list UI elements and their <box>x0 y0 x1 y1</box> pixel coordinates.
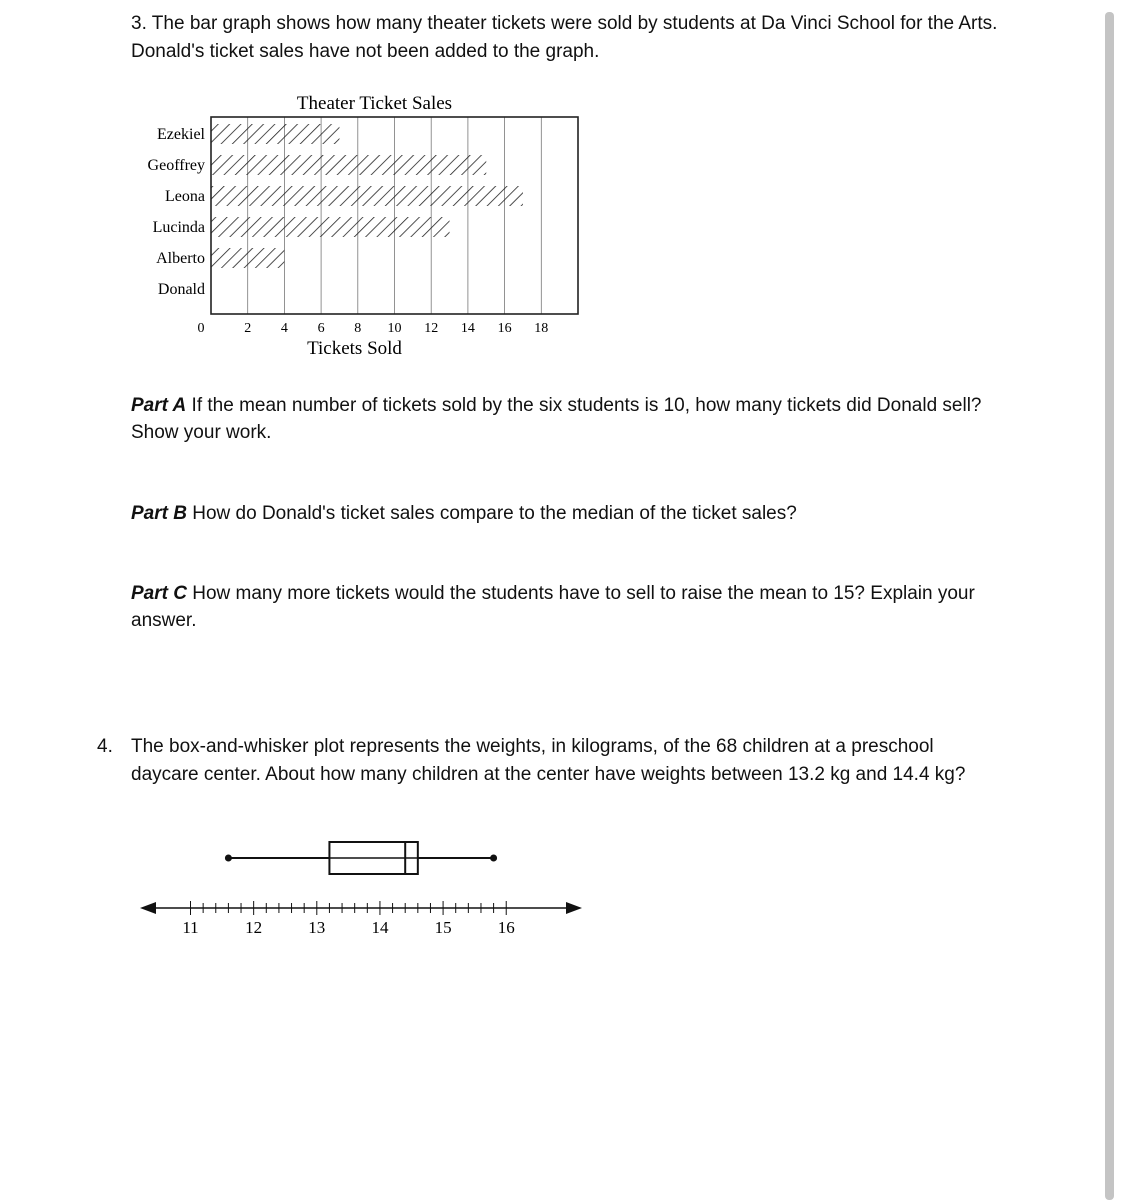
bar-ezekiel <box>211 124 339 144</box>
category-label-donald: Donald <box>157 281 205 298</box>
box-axis-label: 16 <box>497 918 515 937</box>
question-3-text <box>131 10 1011 66</box>
x-tick-label: 8 <box>354 321 362 336</box>
box-axis-label: 15 <box>434 918 452 937</box>
box-axis-label: 14 <box>371 918 389 937</box>
question-4-number: 4. <box>97 736 113 757</box>
question-4-text: The box-and-whisker plot represents the weights, in kilograms, of the 68 children at a preschool daycare center. About how many children at the center have weights between 13.2 kg and 14.4 kg? <box>131 736 966 785</box>
part-c-label: Part C <box>131 583 187 604</box>
box-axis-label: 12 <box>245 918 263 937</box>
part-a-label: Part A <box>131 395 187 416</box>
category-label-leona: Leona <box>165 188 205 205</box>
x-tick-label: 18 <box>534 321 549 336</box>
x-tick-label: 6 <box>317 321 325 336</box>
x-tick-label: 12 <box>424 321 439 336</box>
x-tick-label: 16 <box>497 321 512 336</box>
x-tick-label: 14 <box>460 321 475 336</box>
category-label-geoffrey: Geoffrey <box>147 157 205 174</box>
category-label-ezekiel: Ezekiel <box>157 126 205 143</box>
bar-chart <box>120 86 590 366</box>
category-label-alberto: Alberto <box>156 250 205 267</box>
x-tick-label: 10 <box>387 321 402 336</box>
right-arrow <box>566 902 582 914</box>
x-tick-label: 4 <box>280 321 288 336</box>
question-3-body: The bar graph shows how many theater tickets were sold by students at Da Vinci School for the Arts. Donald's ticket sales have not been added to the graph. <box>131 13 998 62</box>
bar-alberto <box>211 248 284 268</box>
category-label-lucinda: Lucinda <box>152 219 205 236</box>
part-b-text: How do Donald's ticket sales compare to the median of the ticket sales? <box>192 503 797 524</box>
bar-geoffrey <box>211 155 486 175</box>
x-axis-label: Tickets Sold <box>307 338 402 359</box>
scrollbar[interactable] <box>1105 12 1114 1200</box>
box-axis-label: 11 <box>182 918 199 937</box>
part-c <box>131 580 1011 634</box>
box-plot <box>130 830 590 945</box>
box-axis-label: 13 <box>308 918 326 937</box>
x-tick-label: 2 <box>244 321 252 336</box>
part-b-label: Part B <box>131 503 187 524</box>
left-arrow <box>140 902 156 914</box>
part-c-text: How many more tickets would the students have to sell to raise the mean to 15? Explain your answer. <box>131 583 975 631</box>
part-a <box>131 392 1011 446</box>
min-point <box>225 855 232 862</box>
chart-title: Theater Ticket Sales <box>296 93 453 114</box>
part-b <box>131 500 1011 527</box>
max-point <box>490 855 497 862</box>
x-tick-label: 0 <box>197 321 205 336</box>
question-3-number: 3. <box>131 13 147 34</box>
part-a-text: If the mean number of tickets sold by the six students is 10, how many tickets did Donald sell? Show your work. <box>131 395 982 443</box>
bar-leona <box>211 186 523 206</box>
bar-lucinda <box>211 217 450 237</box>
